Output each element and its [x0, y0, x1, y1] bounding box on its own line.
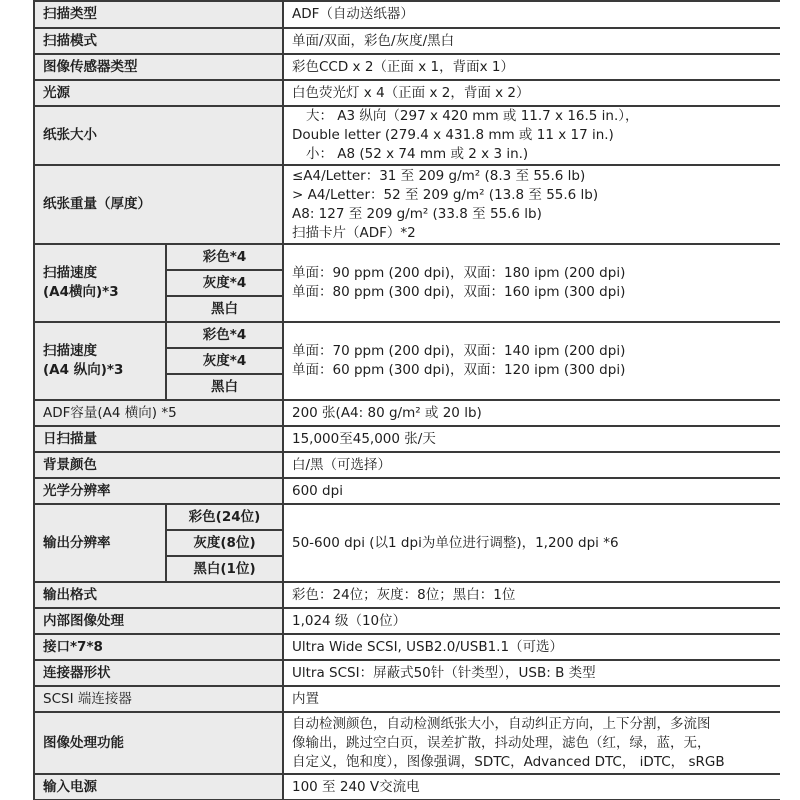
row-value: 白色荧光灯 x 4（正面 x 2，背面 x 2）	[283, 80, 781, 106]
value-line: 自定义，饱和度），图像强调，SDTC，Advanced DTC， iDTC， sRGB	[292, 753, 725, 770]
table-row	[34, 54, 781, 80]
spec-table	[33, 0, 782, 800]
table-row	[34, 608, 781, 634]
mode-label: 黑白(1位)	[166, 556, 283, 582]
mode-label: 灰度*4	[166, 348, 283, 374]
row-value: Ultra Wide SCSI, USB2.0/USB1.1（可选）	[283, 634, 781, 660]
row-value: 200 张(A4: 80 g/m² 或 20 lb)	[283, 400, 781, 426]
row-value: 1,024 级（10位）	[283, 608, 781, 634]
row-label: 日扫描量	[34, 426, 283, 452]
value-line: 扫描卡片（ADF）*2	[292, 224, 416, 241]
row-label: 输出分辨率	[34, 504, 166, 582]
mode-label: 黑白	[166, 296, 283, 322]
value-line: 单面：70 ppm (200 dpi)，双面：140 ipm (200 dpi)	[292, 343, 626, 359]
row-label: 输入电源	[34, 774, 283, 800]
row-label: 内部图像处理	[34, 608, 283, 634]
page-margin-right	[780, 0, 800, 800]
row-value: 彩色：24位；灰度：8位；黑白：1位	[283, 582, 781, 608]
row-label: 纸张大小	[34, 106, 283, 165]
table-row	[34, 426, 781, 452]
table-row	[34, 478, 781, 504]
value-line: 大： A3 纵向（297 x 420 mm 或 11.7 x 16.5 in.），	[306, 108, 639, 124]
row-value: 600 dpi	[283, 478, 781, 504]
table-row	[34, 80, 781, 106]
row-label: 扫描速度 (A4 纵向)*3	[34, 322, 166, 400]
value-line: 单面：60 ppm (300 dpi)，双面：120 ipm (300 dpi)	[292, 362, 626, 378]
table-row	[34, 106, 781, 165]
value-line: 单面：90 ppm (200 dpi)，双面：180 ipm (200 dpi)	[292, 265, 626, 281]
row-value	[283, 712, 781, 774]
row-label: 扫描模式	[34, 28, 283, 54]
value-line: A8: 127 至 209 g/m² (33.8 至 55.6 lb)	[292, 205, 542, 222]
table-row	[34, 712, 781, 774]
table-row	[34, 582, 781, 608]
value-line: 小： A8 (52 x 74 mm 或 2 x 3 in.)	[306, 146, 529, 162]
row-value	[283, 244, 781, 322]
row-value: 白/黑（可选择）	[283, 452, 781, 478]
value-line: Double letter (279.4 x 431.8 mm 或 11 x 17 in.)	[292, 127, 614, 143]
row-label: 纸张重量（厚度）	[34, 165, 283, 244]
row-value	[283, 165, 781, 244]
row-value: ADF（自动送纸器）	[283, 1, 781, 28]
row-value	[283, 322, 781, 400]
mode-label: 灰度*4	[166, 270, 283, 296]
table-row	[34, 28, 781, 54]
table-row	[34, 452, 781, 478]
table-row	[34, 686, 781, 712]
table-row	[34, 774, 781, 800]
mode-label: 彩色*4	[166, 322, 283, 348]
row-label: ADF容量(A4 横向) *5	[34, 400, 283, 426]
row-label: 输出格式	[34, 582, 283, 608]
value-line: > A4/Letter：52 至 209 g/m² (13.8 至 55.6 lb)	[292, 186, 599, 203]
row-value	[283, 106, 781, 165]
value-line: ≤A4/Letter：31 至 209 g/m² (8.3 至 55.6 lb)	[292, 167, 586, 184]
table-row	[34, 322, 781, 348]
row-label: SCSI 端连接器	[34, 686, 283, 712]
mode-label: 灰度(8位)	[166, 530, 283, 556]
table-row	[34, 165, 781, 244]
row-label: 图像处理功能	[34, 712, 283, 774]
row-label: 连接器形状	[34, 660, 283, 686]
table-row	[34, 1, 781, 28]
row-value: 内置	[283, 686, 781, 712]
value-line: 像输出，跳过空白页，误差扩散，抖动处理，滤色（红，绿，蓝，无，	[292, 734, 711, 751]
value-line: 单面：80 ppm (300 dpi)，双面：160 ipm (300 dpi)	[292, 284, 626, 300]
row-label: 背景颜色	[34, 452, 283, 478]
row-label: 图像传感器类型	[34, 54, 283, 80]
row-label: 光源	[34, 80, 283, 106]
row-value: Ultra SCSI：屏蔽式50针（针类型），USB: B 类型	[283, 660, 781, 686]
row-label: 扫描类型	[34, 1, 283, 28]
value-line: 自动检测颜色，自动检测纸张大小，自动纠正方向，上下分割，多流图	[292, 715, 711, 732]
row-value: 彩色CCD x 2（正面 x 1，背面x 1）	[283, 54, 781, 80]
row-label: 光学分辨率	[34, 478, 283, 504]
table-row	[34, 634, 781, 660]
table-row	[34, 504, 781, 530]
table-row	[34, 400, 781, 426]
mode-label: 彩色*4	[166, 244, 283, 270]
row-value: 单面/双面，彩色/灰度/黑白	[283, 28, 781, 54]
row-label: 接口*7*8	[34, 634, 283, 660]
mode-label: 黑白	[166, 374, 283, 400]
mode-label: 彩色(24位)	[166, 504, 283, 530]
row-value: 50-600 dpi (以1 dpi为单位进行调整)，1,200 dpi *6	[283, 504, 781, 582]
page-margin-left	[0, 0, 33, 800]
row-label: 扫描速度 (A4横向)*3	[34, 244, 166, 322]
row-value: 15,000至45,000 张/天	[283, 426, 781, 452]
table-row	[34, 244, 781, 270]
table-row	[34, 660, 781, 686]
row-value: 100 至 240 V交流电	[283, 774, 781, 800]
